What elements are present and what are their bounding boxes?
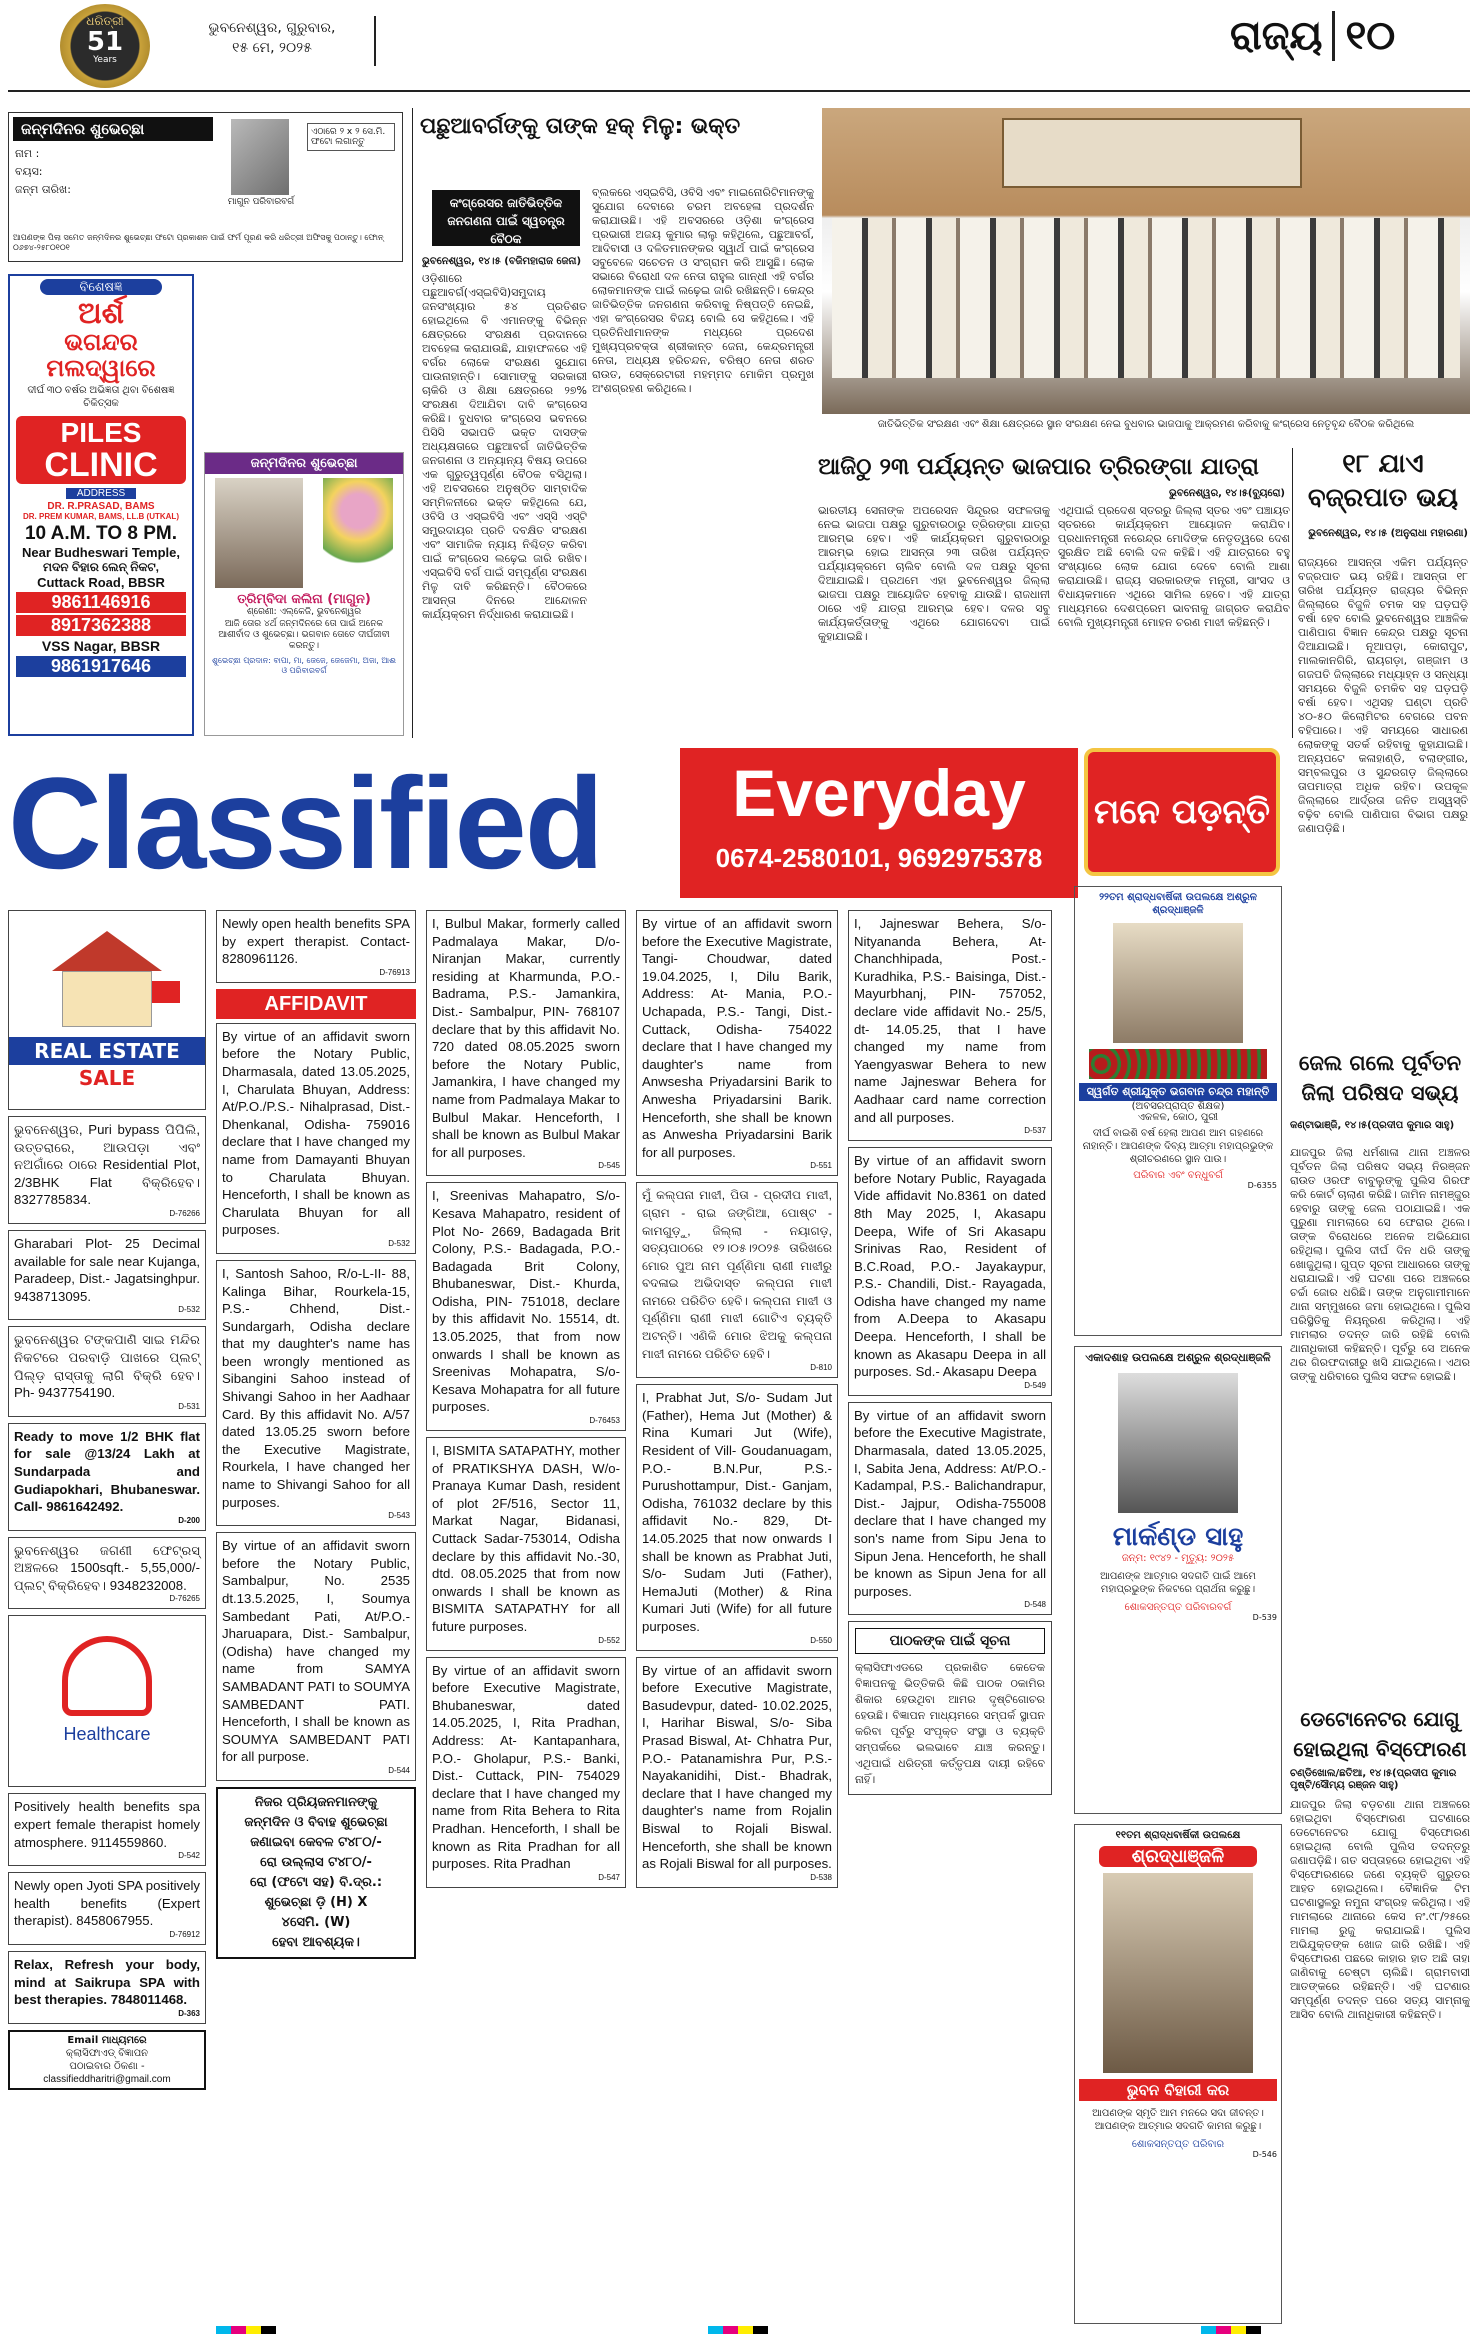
house-icon [32,931,182,1031]
photo-note: ଏଠାରେ ୨ x ୨ ସେ.ମି. ଫଟୋ ଲଗାନ୍ତୁ [307,123,395,151]
birthday-greeting-ad [204,452,404,736]
lead-body-right: ବ୍ଲକରେ ଏସ୍‌ଇବିସି, ଓବିସି ଏବଂ ମାଇନୋରିଟିମାନଙ୍କୁ ସୁଯୋଗ ଦେବାରେ ଚରମ ଅବହେଳା ପ୍ରଦର୍ଶନ କରାଯାଉଛି। ଏହି ଅବସରରେ ଓଡ଼ିଶା କଂଗ୍ରେସ ପ୍ରଭାରୀ ଅଜୟ କୁମାର ଲାଲୁ କହିଥିଲେ, ପଛୁଆବର୍ଗ, ଆଦିବାସୀ ଓ ଦଳିତମାନଙ୍କର ସ୍ୱାର୍ଥ ପାଇଁ କଂଗ୍ରେସ ସବୁବେଳେ ସଚେତନ ଓ ସଂଗ୍ରାମ କରି ଆସୁଛି। ଲୋକ ସଭାରେ ବିରୋଧୀ ଦଳ ନେତା ରାହୁଲ ଗାନ୍ଧୀ ଏହି ବର୍ଗର ଲୋକମାନଙ୍କ ପାଇଁ ଲଢ଼େଇ ଜାରି ରଖିଛନ୍ତି। କେନ୍ଦ୍ର ଜାତିଭିତ୍ତିକ ଜନଗଣନା କରିବାକୁ ନିଷ୍ପତ୍ତି ନେଇଛି, ଏହା କଂଗ୍ରେସର ବିଜୟ ବୋଲି ସେ କହିଥିଲେ। ଏହି ପ୍ରତିନିଧୀମାନଙ୍କ ମଧ୍ୟରେ ପ୍ରଦେଶ ମୁଖ୍ୟପ୍ରବକ୍ତା ଶ୍ରୀକାନ୍ତ ଜେନା, କେନ୍ଦ୍ରମନ୍ତ୍ରୀ ନେତା, ଅଧ୍ୟକ୍ଷ ହରିଚନ୍ଦନ, ବରିଷ୍ଠ ନେତା ଶରତ ରାଉତ, ସେକ୍ରେଟାରୀ ମହମ୍ମଦ ମୋକିମ ପ୍ରମୁଖ ଅଂଶଗ୍ରହଣ କରିଥିଲେ। [592,186,814,395]
section-label [1230,6,1395,66]
dateline [182,18,362,58]
classified-ad: Positively health benefits spa expert female therapist homely atmosphere. 9114559860. D-542 [8,1793,206,1866]
classified-ad: Gharabari Plot- 25 Decimal available for sale near Kujanga, Paradeep, Dist.- Jagatsinghpur. 9438713095. D-532 [8,1230,206,1320]
logo-number: 51 [86,27,124,57]
obit-title: ଶ୍ରଦ୍ଧାଞ୍ଜଳି [1099,1846,1257,1867]
obit-from: ଶୋକସନ୍ତପ୍ତ ପରିବାରବର୍ଗ [1124,1602,1232,1613]
ad-line1: ଅର୍ଶ [78,297,124,330]
obit-top: ଏକାଦଶାହ ଉପଲକ୍ଷେ ଅଶ୍ରୁଳ ଶ୍ରଦ୍ଧାଞ୍ଜଳି [1085,1351,1271,1364]
obit-place: ଏକଳଳ, କୋଠ, ପୁରୀ [1137,1112,1219,1123]
sample-sign: ମାଗୁନ ପରିବାରବର୍ଗ [227,197,295,207]
greeting-from: ଶୁଭେଚ୍ଛା ପ୍ରଦାନ: ବାପା, ମା, ଜେଜେ, ଜେଜେମା, ଅଜା, ଆଈ ଓ ପରିବାରବର୍ଗ [211,656,397,675]
lightning-body: ରାଜ୍ୟରେ ଆସନ୍ତା ଏକିମ ପର୍ଯ୍ୟନ୍ତ ବଜ୍ରପାତ ଭୟ ରହିଛି। ଆସନ୍ତା ୧୮ ତାରିଖ ପର୍ଯ୍ୟନ୍ତ ରାଜ୍ୟର ବିଭିନ୍ନ ଜିଲ୍ଲାରେ ବିଜୁଳି ଚମକ ସହ ଘଡ଼ଘଡ଼ି ବର୍ଷା ହେବ ବୋଲି ଭୁବନେଶ୍ୱର ଆଞ୍ଚଳିକ ପାଣିପାଗ ବିଜ୍ଞାନ କେନ୍ଦ୍ର ପକ୍ଷରୁ ସୂଚନା ଦିଆଯାଇଛି। ନୂଆପଡ଼ା, କୋରାପୁଟ, ମାଲକାନଗିରି, ରାୟଗଡ଼ା, ଗଞ୍ଜାମ ଓ ଗଜପତି ଜିଲ୍ଲାରେ ମଧ୍ୟାହ୍ନ ଓ ସନ୍ଧ୍ୟା ସମୟରେ ବିଜୁଳି ଚମକିବ ସହ ଘଡ଼ଘଡ଼ି ବର୍ଷା ହେବ। ଏଥିସହ ଘଣ୍ଟା ପ୍ରତି ୪୦-୫୦ କିଲୋମିଟର ବେଗରେ ପବନ ବହିପାରେ। ଏହି ସମୟରେ ସାଧାରଣ ଲୋକଙ୍କୁ ସତର୍କ ରହିବାକୁ କୁହାଯାଇଛି। ଅନ୍ୟପଟେ କଳାହାଣ୍ଡି, ବଲାଙ୍ଗୀର, ସମ୍ବଲପୁର ଓ ସୁନ୍ଦରଗଡ଼ ଜିଲ୍ଲାରେ ତାପମାତ୍ରା ଅଧିକ ରହିବ। ଉପକୂଳ ଜିଲ୍ଲାରେ ଆର୍ଦ୍ରତା ଜନିତ ଅସ୍ୱସ୍ତି ବଢ଼ିବ ବୋଲି ପାଣିପାଗ ବିଭାଗ ପକ୍ଷରୁ ଜଣାପଡ଼ିଛି। [1298,556,1468,835]
doctor-1: DR. R.PRASAD, BAMS [47,501,155,512]
logo-years: Years [93,55,117,65]
detonator-body: ଯାଜପୁର ଜିଲା ବଡ଼ଚଣା ଥାନା ଅଞ୍ଚଳରେ ହୋଇଥିବା ବିସ୍ଫୋରଣ ଘଟଣାରେ ଡେଟୋନେଟର ଯୋଗୁ ବିସ୍ଫୋରଣ ହୋଇଥିଲା ବୋଲି ପୁଲିସ ତଦନ୍ତରୁ ଜଣାପଡ଼ିଛି। ଗତ ସପ୍ତାହରେ ହୋଇଥିବା ଏହି ବିସ୍ଫୋରଣରେ ଜଣେ ବ୍ୟକ୍ତି ଗୁରୁତର ଆହତ ହୋଇଥିଲେ। ବୈଜ୍ଞାନିକ ଟିମ ଘଟଣାସ୍ଥଳରୁ ନମୁନା ସଂଗ୍ରହ କରିଥିଲା। ଏହି ମାମଲାରେ ଥାନାରେ କେସ ନଂ.୯୮/୨୫ରେ ମାମଲା ରୁଜୁ କରାଯାଇଛି। ପୁଲିସ ଅଭିଯୁକ୍ତଙ୍କ ଖୋଜ ଜାରି ରଖିଛି। ଏହି ବିସ୍ଫୋରଣ ପଛରେ କାହାର ହାତ ଅଛି ତାହା ଜାଣିବାକୁ ଚେଷ୍ଟା ଚାଲିଛି। ଗ୍ରାମବାସୀ ଆତଙ୍କରେ ରହିଛନ୍ତି। ଏହି ଘଟଣାର ସମ୍ପୂର୍ଣ୍ଣ ତଦନ୍ତ ପରେ ସତ୍ୟ ସାମ୍ନାକୁ ଆସିବ ବୋଲି ଥାନାଧିକାରୀ କହିଛନ୍ତି। [1290,1798,1470,2021]
lead-body-left: ଓଡ଼ିଶାରେ ପଛୁଆବର୍ଗ(ଏସ୍‌ଇବିସି)ସମୁଦାୟ ଜନସଂଖ୍ୟାର ୫୪ ପ୍ରତିଶତ ହୋଇଥିଲେ ବି ଏମାନଙ୍କୁ ବିଭିନ୍ନ କ୍ଷେତ୍ରରେ ସଂରକ୍ଷଣ ପ୍ରଦାନରେ ଅବହେଳା କରାଯାଉଛି, ଯାହାଫଳରେ ଏହି ବର୍ଗର ଲୋକେ ସଂରକ୍ଷଣ ସୁଯୋଗ ପାଉନାହାନ୍ତି। ସୋମାଙ୍କୁ ସରକାରୀ ଚାକିରି ଓ ଶିକ୍ଷା କ୍ଷେତ୍ରରେ ୨୭% ସଂରକ୍ଷଣ ଦିଆଯିବା ଦାବି କଂଗ୍ରେସ କରିଛି। ବୁଧବାର କଂଗ୍ରେସ ଭବନରେ ପିସିସି ସଭାପତି ଭକ୍ତ ଦାସଙ୍କ ଅଧ୍ୟକ୍ଷତାରେ ପଛୁଆବର୍ଗ ଜାତିଭିତ୍ତିକ ଜନଗଣନା ଓ ଅନ୍ୟାନ୍ୟ ବିଷୟ ଉପରେ ଏକ ଗୁରୁତ୍ୱପୂର୍ଣ୍ଣ ବୈଠକ ବସିଥିଲା। ଏହି ଅବସରରେ ଅନୁଷ୍ଠିତ ସାମ୍ବାଦିକ ସମ୍ମିଳନୀରେ ଭକ୍ତ କହିଥିଲେ ଯେ, ଓବିସି ଓ ଏସ୍‌ଇବିସି ଏବଂ ଏସ୍‌ସି ଏସ୍‌ଟି ସମ୍ପ୍ରଦାୟର ପ୍ରତି ଦବକ୍ଷିତ ସଂରକ୍ଷଣ ଏବଂ ସାମାଜିକ ନ୍ୟାୟ ନିଶ୍ଚିତ୍ତ କରିବା ପାଇଁ କଂଗ୍ରେସ ଲଢ଼େଇ ଜାରି ରଖିବ। ଏସ୍‌ଇବିସି ବର୍ଗ ପାଇଁ ସମ୍ପୂର୍ଣ୍ଣ ସଂରକ୍ଷଣ ମିଳୁ ଦାବି କରିଛନ୍ତି। ବୈଠକରେ ଆସନ୍ତା ଦିନରେ ଆନ୍ଦୋଳନ କାର୍ଯ୍ୟକ୍ରମ ନିର୍ଦ୍ଧାରଣ କରାଯାଇଛି। [422,272,587,621]
obituary-1 [1074,886,1282,1336]
classified-ad: I, Santosh Sahoo, R/o-L-II- 88, Kalinga Bihar, Rourkela-15, P.S.- Chhend, Dist.- Sundargarh, Odisha declare that my daughter's name has been wrongly mentioned as Sibangini Sahoo instead of Shivangi Sahoo in her Aadhaar Card. By this affidavit No. A/57 dated 13.05.25 sworn before the Executive Magistrate, Rourkela, I have changed her name to Shivangi Sahoo for all purposes. D-543 [216,1260,416,1526]
everyday-box [680,748,1078,898]
reader-notice [848,1621,1052,1795]
lead-headline: ପଛୁଆବର୍ଗଙ୍କୁ ତାଙ୍କ ହକ୍ ମିଳୁ: ଭକ୍ତ [420,114,741,139]
affidavit-header: AFFIDAVIT [216,989,416,1019]
ad-line2: ଭଗନ୍ଦର [64,329,138,356]
mone-padanti-banner [1084,748,1280,876]
birthday-form [8,112,403,262]
divider [374,16,376,66]
obituary-2 [1074,1346,1282,1814]
lightning-headline-1: ୧୮ ଯାଏ [1342,449,1424,479]
tiranga-dateline: ଭୁବନେଶ୍ୱର, ୧୪।୫(ବ୍ୟୁରୋ) [1169,488,1285,499]
child-name: ତ୍ରିମ୍ବିଦା କଲିନା (ମାଗୁନ) [237,592,371,607]
piles-banner [16,416,186,484]
flower-bouquet-icon [323,478,393,588]
obit-name: ମାର୍କଣ୍ଡ ସାହୁ [1112,1522,1244,1552]
ad-tag: ବିଶେଷଜ୍ଞ [40,279,162,295]
roses-icon [1089,1049,1267,1079]
real-estate-title: REAL ESTATE [9,1037,205,1065]
classified-ad: ଭୁବନେଶ୍ୱର, Puri bypass ପିପିଲି, ଉତ୍ତରାରେ, ଆଉପଡ଼ା ଏବଂ ନଅଗାଁରେ ଠାରେ Residential Plot, 2/3BHK Flat ବିକ୍ରିହେବ। 8327785834. D-76266 [8,1116,206,1224]
phone-1: 9861146916 [16,592,186,613]
column-rule [1292,448,1293,738]
classified-ad: I, Sreenivas Mahapatro, S/o- Kesava Mahapatro, resident of Plot No- 2669, Badagada Brit Colony, P.S.- Badagada, P.O.- Badagada Brit Colony, Bhubaneswar, Dist.- Khurda, Odisha, PIN- 751018, declare by this affidavit No. 15514, dt. 13.05.2025, that from now onwards I shall be known as Sreenivas Mohapatra, S/o- Kesava Mohapatra for all future purposes. D-76453 [426,1182,626,1431]
tiranga-headline: ଆଜିଠୁ ୨୩ ପର୍ଯ୍ୟନ୍ତ ଭାଜପାର ତ୍ରିରଙ୍ଗା ଯାତ୍ରା [818,454,1259,480]
obit-code: D-546 [1252,2150,1277,2159]
classified-col-1 [8,910,206,2090]
obit-from: ପରିବାର ଏବଂ ବନ୍ଧୁବର୍ଗ [1133,1170,1223,1181]
notice-title: ପାଠକଙ୍କ ପାଇଁ ସୂଚନା [855,1628,1045,1654]
banner-board [1002,118,1302,188]
lead-photo-caption: ଜାତିଭିତ୍ତିକ ସଂରକ୍ଷଣ ଏବଂ ଶିକ୍ଷା କ୍ଷେତ୍ରରେ ସ୍ଥାନ ସଂରକ୍ଷଣ ନେଇ ବୁଧବାର ଭାଜପାକୁ ଆକ୍ରମଣ କରିବାକୁ କଂଗ୍ରେସ ନେତୃବୃନ୍ଦ ବୈଠକ କରିଥିଲେ [877,419,1415,430]
obit-role: (ଅବସରପ୍ରାପ୍ତ ଶିକ୍ଷକ) [1131,1101,1225,1112]
masthead [0,0,1477,95]
classified-col-5 [848,910,1052,1795]
classified-ad: Relax, Refresh your body, mind at Saikrupa SPA with best therapies. 7848011468. D-363 [8,1951,206,2024]
logo-top: ଧରିତ୍ରୀ [86,14,124,28]
phone-2: 8917362388 [16,615,186,636]
issue-date: ୧୫ ମେ, ୨୦୨୫ [232,40,312,56]
lead-kicker [432,190,580,246]
classified-ad: By virtue of an affidavit sworn before Executive Magistrate, Basudevpur, dated- 10.02.2025, I, Harihar Biswal, S/o- Siba Prasad Biswal, At- Chhatra Pur, P.O.- Patanamishra Pur, P.S.- Nayakanidihi, Dist.- Bhadrak, declare that I have changed my daughter's name from Rojalin Biswal to Rojali Biswal. Henceforth, she shall be known as Rojali Biswal for all purposes. D-538 [636,1657,838,1888]
real-estate-sale: SALE [78,1066,136,1090]
address-label: ADDRESS [66,488,136,499]
page-number: ୧୦ [1345,13,1396,59]
classified-ad: I, BISMITA SATAPATHY, mother of PRATIKSHYA DASH, W/o- Pranaya Kumar Dash, resident of plot 2F/516, Sector 11, Markat Nagar, Bidanasi, Cuttack Sadar-753014, Odisha declare by this affidavit No.-30, dtd. 08.05.2025 that from now onwards I shall be known as BISMITA SATAPATHY for all future purposes. D-552 [426,1437,626,1651]
place-day: ଭୁବନେଶ୍ୱର, ଗୁରୁବାର, [208,20,336,36]
child-sub: ଶ୍ରେଣୀ: ଏଲ୍‌କେଜି, ଭୁବନେଶ୍ୱର [246,607,362,617]
detonator-headline: ଡେଟୋନେଟର ଯୋଗୁ ହୋଇଥିଲା ବିସ୍ଫୋରଣ [1293,1707,1467,1761]
jail-dateline: କଣ୍ଟାଭାଞ୍ଜି, ୧୪।୫(ପ୍ରଦୀପ କୁମାର ସାହୁ) [1290,1120,1455,1131]
healthcare-box [8,1615,206,1787]
address-4: VSS Nagar, BBSR [41,638,161,654]
obit-code: D-6355 [1247,1181,1277,1190]
ad-experience: ଦୀର୍ଘ ୩୦ ବର୍ଷର ଅଭିଜ୍ଞତା ଥିବା ବିଶେଷଜ୍ଞ ଚିକିତ୍ସକ [27,385,175,409]
classified-ad: By virtue of an affidavit sworn before the Notary Public, Sambalpur, No. 2535 dt.13.5.2025, I, Soumya Sambedant Pati, At/P.O.- Jharuapara, Dist.- Sambalpur, (Odisha) have changed my name from SAMYA SAMBADANT PATI to SOUMYA SAMBEDANT PATI. Henceforth, I shall be known as SOUMYA SAMBEDANT PATI for all purpose. D-544 [216,1532,416,1781]
section-name: ରାଜ୍ୟ [1230,13,1323,59]
classified-ad: ମୁଁ କଲ୍ପନା ମାଝୀ, ପିତା - ପ୍ରଦୀପ ମାଝୀ, ଗ୍ରାମ - ରାଇ ଜଙ୍ଗିଆ, ପୋଷ୍ଟ - କାମଗୁଡ଼ୁ, ଜିଲ୍ଲା - ନୟାଗଡ଼, ସତ୍ୟପାଠରେ ୧୨।୦୫।୨୦୨୫ ତାରିଖରେ ମୋର ପୁଅ ନାମ ପୂର୍ଣ୍ଣିମା ରାଣୀ ମାଝୀରୁ ବଦଳାଇ ଅଭିଦାସ୍ତ କଲ୍ପନା ମାଝୀ ନାମରେ ପରିଚିତ ହେବି। କଲ୍ପନା ମାଝୀ ଓ ପୂର୍ଣ୍ଣିମା ରାଣୀ ମାଝୀ ଗୋଟିଏ ବ୍ୟକ୍ତି ଅଟନ୍ତି। ଏଣିକି ମୋର ଝିଅକୁ କଲ୍ପନା ମାଝୀ ନାମରେ ପରିଚିତ ହେବି। D-810 [636,1182,838,1378]
email-box: Email ମାଧ୍ୟମରେ କ୍ଲାସିଫାଏଡ୍ ବିଜ୍ଞାପନ ପଠାଇବାର ଠିକଣା - classifieddharitri@gmail.com [8,2030,206,2090]
form-note: ଆପଣଙ୍କ ପିଲା ସମେତ ଜନ୍ମଦିନର ଶୁଭେଚ୍ଛା ଫଟୋ ପ୍ରକାଶନ ପାଇଁ ଫର୍ମ ପୂରଣ କରି ଧରିତ୍ରୀ ଅଫିସକୁ ପଠାନ୍ତୁ। ଫୋନ୍ ୦୬୭୪-୨୫୮୦୧୦୧ [13,233,384,252]
obit-text: ଆପଣଙ୍କ ସ୍ମୃତି ଆମ ମନରେ ସଦା ଜୀବନ୍ତ। ଆପଣଙ୍କ ଆତ୍ମାର ସଦଗତି କାମନା କରୁଛୁ। [1092,2108,1264,2132]
classified-ad: I, Prabhat Jut, S/o- Sudam Jut (Father), Hema Jut (Mother) & Rina Kumari Jut (Wife), Resident of Vill- Goudanuagam, P.O.- B.N.Pur, P.S.- Purushottampur, Dist.- Ganjam, Odisha, 761032 declare by this affidavit No.- 829, Dt-14.05.2025 that now onwards I shall be known as Prabhat Juti, S/o- Sudam Juti (Father), HemaJuti (Mother) & Rina Kumari Juti (Wife) for all future purposes. D-550 [636,1384,838,1650]
address-1: Near Budheswari Temple, [22,545,180,560]
clinic-hours: 10 A.M. TO 8 PM. [24,523,178,544]
obit-top: ୨୨ତମ ଶ୍ରାଦ୍ଧବାର୍ଷିକୀ ଉପଲକ୍ଷେ ଅଶ୍ରୁଳ ଶ୍ରଦ୍ଧାଞ୍ଜଳି [1099,892,1257,916]
classified-ad: Ready to move 1/2 BHK flat for sale @13/24 Lakh at Sundarpada and Gudiapokhari, Bhubaneswar. Call- 9861642492. D-200 [8,1423,206,1531]
classified-ad: Newly open Jyoti SPA positively health benefits (Expert therapist). 8458067955. D-76912 [8,1872,206,1945]
classified-ad: By virtue of an affidavit sworn before the Executive Magistrate, Tangi- Choudwar, dated 19.04.2025, I, Dilu Barik, Address: At- Mania, P.O.-Uchapada, P.S.- Tangi, Dist.-Cuttack, Odisha- 754022 declare that I have changed my daughter's name from Anwsesha Priyadarsini Barik to Anwesha Priyadarsini Barik. Henceforth, she shall be known as Anwesha Priyadarsini Barik for all purposes. D-551 [636,910,838,1176]
portrait-photo [1118,1373,1238,1513]
portrait-photo [1113,923,1243,1043]
obit-name: ସ୍ୱର୍ଗତ ଶ୍ରୀଯୁକ୍ତ ଭଗବାନ ଚନ୍ଦ୍ର ମହାନ୍ତି [1079,1083,1277,1101]
mone-title: ମନେ ପଡ଼ନ୍ତି [1093,792,1271,832]
address-2: ମଦନ ବିହାର ଲେନ୍ ନିକଟ, [42,560,160,574]
congress-meeting-photo [822,108,1470,414]
classified-ad: By virtue of an affidavit sworn before Notary Public, Rayagada Vide affidavit No.8361 on dated 8th May 2025, I, Akasapu Deepa, Wife of Sri Akasapu Srinivas Rao, Resident of B.C.Road, P.O.- Jayakaypur, P.S.- Chandili, Dist.- Rayagada, Odisha have changed my name from A.Deepa to Akasapu Deepa. Henceforth, I shall be known as Akasapu Deepa in all purposes. Sd.- Akasapu Deepa D-549 [848,1147,1052,1396]
obit-text: ଦୀର୍ଘ ବାଇଶି ବର୍ଷ ହେଲା ଆପଣ ଆମ ଗହଣରେ ନାହାନ୍ତି। ଆପଣଙ୍କ ଦିବ୍ୟ ଆତ୍ମା ମହାପ୍ରଭୁଙ୍କ ଶ୍ରୀଚରଣରେ ସ୍ଥାନ ପାଉ। [1082,1128,1274,1165]
lightning-dateline: ଭୁବନେଶ୍ୱର, ୧୪।୫ (ଅନୁରାଧା ମହାରଣା) [1308,528,1468,539]
everyday-word: Everyday [732,756,1026,830]
email-address[interactable]: classifieddharitri@gmail.com [43,2073,171,2085]
classified-ad: ଭୁବନେଶ୍ୱର ଟଙ୍କପାଣି ସାଇ ମନ୍ଦିର ନିକଟରେ ପରବାଡ଼ି ପାଖରେ ପ୍ଲଟ୍ ପିଲ୍ଡ଼ ରାସ୍ତାକୁ ଲାଗି ବିକ୍ରି ହେବ। Ph- 9437754190. D-531 [8,1326,206,1416]
jail-body: ଯାଜପୁର ଜିଲା ଧର୍ମଶାଳା ଥାନା ଅଞ୍ଚଳର ପୂର୍ବତନ ଜିଲା ପରିଷଦ ସଭ୍ୟ ନିରଞ୍ଜନ ରାଉତ ଓରଫ ବାବୁଲୁଙ୍କୁ ପୁଲିସ ଗିରଫ କରି କୋର୍ଟ ଚାଲାଣ କରିଛି। ଜାମିନ ନାମଞ୍ଜୁର ହେବାରୁ ତାଙ୍କୁ ଜେଲ ପଠାଯାଇଛି। ଏକ ପୁରୁଣା ମାମଲାରେ ସେ ଫେରାର ଥିଲେ। ତାଙ୍କ ବିରୋଧରେ ଅନେକ ଅଭିଯୋଗ ରହିଥିଲା। ପୁଲିସ ଦୀର୍ଘ ଦିନ ଧରି ତାଙ୍କୁ ଖୋଜୁଥିଲା। ଗୁପ୍ତ ସୂଚନା ଆଧାରରେ ତାଙ୍କୁ ଧରାଯାଇଛି। ଏହି ଘଟଣା ପରେ ଅଞ୍ଚଳରେ ଚର୍ଚ୍ଚା ଜୋର ଧରିଛି। ତାଙ୍କ ଅନୁଗାମୀମାନେ ଥାନା ସମ୍ମୁଖରେ ଜମା ହୋଇଥିଲେ। ପୁଲିସ ପରିସ୍ଥିତିକୁ ନିୟନ୍ତ୍ରଣ କରିଥିଲା। ଏହି ମାମଲାର ତଦନ୍ତ ଜାରି ରହିଛି ବୋଲି ଥାନାଧିକାରୀ କହିଛନ୍ତି। ପୂର୍ବରୁ ସେ ଅନେକ ଥର ଗିରଫଦାରୀରୁ ଖସି ଯାଇଥିଲେ। ଏଥର ତାଙ୍କୁ ଧରିବାରେ ପୁଲିସ ସଫଳ ହୋଇଛି। [1290,1146,1470,1383]
form-title: ଜନ୍ମଦିନର ଶୁଭେଚ୍ଛା [13,117,213,141]
healthcare-label: Healthcare [63,1724,151,1745]
piles-word: PILES [60,417,142,448]
classified-ad: By virtue of an affidavit sworn before Executive Magistrate, Bhubaneswar, dated 14.05.2025, I, Rita Pradhan, Address: At- Kantapanhara, P.O.- Gholapur, P.S.- Banki, Dist.- Cuttack, PIN- 754029 declare that I have changed my name from Rita Behera to Rita Pradhan. Henceforth, I shall be known as Rita Pradhan for all purposes. Rita Pradhan D-547 [426,1657,626,1888]
form-age: ବୟସ: [15,165,43,178]
sample-photo [231,119,289,195]
matrimonial-notice: ନିଜର ପ୍ରିୟଜନମାନଙ୍କୁ ଜନ୍ମଦିନ ଓ ବିବାହ ଶୁଭେଚ୍ଛା ଜଣାଇବା କେବଳ ଟ୪୮୦/- ରୋ ଉଲ୍ଲାସ ଟ୪୮୦/- ରୋ (ଫଟୋ ସହ) ବି.ଦ୍ର.: ଶୁଭେଚ୍ଛା ଡ଼ି (H) X ୪ସେମି. (W) ହେବା ଆବଶ୍ୟକ। [216,1787,416,1959]
classified-ad: ଭୁବନେଶ୍ୱର ଜଗଣୀ ଫେଟ୍ରସ୍ ଅଞ୍ଚଳରେ 1500sqft.- 5,55,000/- ପ୍ଲଟ୍ ବିକ୍ରିହେବ। 9348232008. D-76265 [8,1537,206,1610]
notice-text: କ୍ଲାସିଫାଏଡରେ ପ୍ରକାଶିତ କେତେକ ବିଜ୍ଞାପନକୁ ଭିତ୍ତିକରି କିଛି ପାଠକ ଠକାମିର ଶିକାର ହେଉଥିବା ଆମର ଦୃଷ୍ଟିଗୋଚର ହେଉଛି। ବିଜ୍ଞାପନ ମାଧ୍ୟମରେ ସମ୍ପର୍କ ସ୍ଥାପନ କରିବା ପୂର୍ବରୁ ସଂପୃକ୍ତ ସଂସ୍ଥା ଓ ବ୍ୟକ୍ତି ସମ୍ପର୍କରେ ଭଲଭାବେ ଯାଞ୍ଚ କରନ୍ତୁ। ଏଥିପାଇଁ ଧରିତ୍ରୀ କର୍ତ୍ତୃପକ୍ଷ ଦାୟୀ ରହିବେ ନାହିଁ। [855,1661,1045,1787]
clinic-word: CLINIC [44,446,158,484]
obit-top: ୧୧ତମ ଶ୍ରାଦ୍ଧବାର୍ଷିକୀ ଉପଲକ୍ଷେ [1115,1830,1241,1841]
classified-ad: Newly open health benefits SPA by expert therapist. Contact- 8280961126. D-76913 [216,910,416,983]
classified-col-2 [216,910,416,1959]
ad-line3: ମଲଦ୍ୱାରେ [46,355,156,382]
header-rule [8,90,1470,92]
real-estate-box [8,910,206,1110]
form-date: ଜନ୍ମ ତାରିଖ: [15,183,71,196]
obit-from: ଶୋକସନ୍ତପ୍ତ ପରିବାର [1131,2139,1225,2150]
classified-banner [8,748,1078,898]
obituary-3 [1074,1824,1282,2324]
divider [1332,11,1335,61]
obit-code: D-539 [1252,1613,1277,1622]
classified-ad: I, Bulbul Makar, formerly called Padmalaya Makar, D/o- Niranjan Makar, currently residing at Kharmunda, P.O.- Badrama, P.S.- Jamankira, Dist.- Sambalpur, PIN- 768107 declare that by this affidavit No. 720 dated 08.05.2025 sworn before the Notary Public, Jamankira, I have changed my name from Padmalaya Makar to Bulbul Makar. Henceforth, I shall be known as Bulbul Makar for all purposes. D-545 [426,910,626,1176]
obit-dates: ଜନ୍ମ: ୧୯୪୨ - ମୃତ୍ୟୁ: ୨୦୨୫ [1121,1553,1235,1564]
greeting-text: ଆଜି ତୋର ୪ର୍ଥ ଜନ୍ମଦିନରେ ତୋ ପାଇଁ ଅନେକ ଆଶୀର୍ବାଦ ଓ ଶୁଭେଚ୍ଛା। ଭଗବାନ ତୋତେ ଦୀର୍ଘଜୀବୀ କରନ୍ତୁ। [218,619,390,651]
classified-col-4 [636,910,838,1894]
column-rule [412,108,413,738]
portrait-photo [1103,1873,1253,2073]
doctor-2: DR. PREM KUMAR, BAMS, LL.B (UTKAL) [23,512,179,521]
classified-ad: I, Jajneswar Behera, S/o- Nityananda Behera, At- Chanchhipada, Post.- Kuradhika, P.S.- Baisinga, Dist.- Mayurbhanj, PIN- 757052, declare vide affidavit No.- 25/5, dt- 14.05.25, that I have changed my name from Yaengyaswar Behera to new name Jajneswar Behera for Aadhaar card name correction and all purposes. D-537 [848,910,1052,1141]
obit-name: ଭୁବନ ବିହାରୀ କର [1079,2079,1277,2101]
lead-dateline: ଭୁବନେଶ୍ୱର, ୧୪।୫ (ବଜିମହାରାଜ ଜେନା) [422,256,582,267]
lightning-headline-2: ବଜ୍ରପାତ ଭୟ [1307,483,1459,513]
address-3: Cuttack Road, BBSR [37,575,165,590]
print-registration-marks [0,2326,1477,2338]
group-people-image [832,218,1460,378]
child-photo [215,478,303,588]
classified-phones: 0674-2580101, 9692975378 [715,843,1043,873]
piles-clinic-ad [8,274,194,736]
detonator-dateline: ଚଣ୍ଡିଖୋଲ/ଛତିଆ, ୧୪।୫(ପ୍ରଦୀପ କୁମାର ପୃଷ୍ଟି/ସୌମ୍ୟ ରଞ୍ଜନ ସାହୁ) [1290,1768,1457,1791]
kicker-text: କଂଗ୍ରେସର ଜାତିଭିତ୍ତିକ ଜନଗଣନା ପାଇଁ ସ୍ୱତନ୍ତ୍ର ବୈଠକ [447,196,565,246]
heart-pulse-icon [62,1636,152,1716]
form-name: ନାମ : [15,147,40,160]
obit-text: ଆପଣଙ୍କ ଆତ୍ମାର ସଦଗତି ପାଇଁ ଆମେ ମହାପ୍ରଭୁଙ୍କ ନିକଟରେ ପ୍ରାର୍ଥନା କରୁଛୁ। [1100,1571,1256,1595]
jail-headline: ଜେଲ ଗଲେ ପୂର୍ବତନ ଜିଲା ପରିଷଦ ସଭ୍ୟ [1298,1051,1462,1105]
classified-ad: By virtue of an affidavit sworn before the Notary Public, Dharmasala, dated 13.05.2025, I, Charulata Bhuyan, Address: At/P.O./P.S.- Nihalprasad, Dist.- Dhenkanal, Odisha- 759016 declare that I have changed my name from Damayanti Bhuyan to Charulata Bhuyan. Henceforth, I shall be known as Charulata Bhuyan for all purposes. D-532 [216,1023,416,1254]
dharitri-51-years-logo [60,4,150,88]
classified-col-3 [426,910,626,1894]
greeting-title: ଜନ୍ମଦିନର ଶୁଭେଚ୍ଛା [205,453,403,474]
classified-word: Classified [8,750,603,896]
phone-3: 9861917646 [16,656,186,677]
tiranga-body-left: ଭାରତୀୟ ସେନାଙ୍କ ଅପରେସନ ସିନ୍ଦୂରର ସଫଳତାକୁ ନେଇ ଭାଜପା ପକ୍ଷରୁ ଗୁରୁବାରଠାରୁ ତ୍ରିରଙ୍ଗା ଯାତ୍ରା ଆରମ୍ଭ ହେବ। ଏହି କାର୍ଯ୍ୟକ୍ରମ ଗୁରୁବାରଠାରୁ ଆରମ୍ଭ ହୋଇ ଆସନ୍ତା ୨୩ ତାରିଖ ପର୍ଯ୍ୟନ୍ତ ପର୍ଯ୍ୟାୟକ୍ରମେ ଚାଲିବ ବୋଲି ଦଳ ପକ୍ଷରୁ ସୂଚନା ଦିଆଯାଇଛି। ପ୍ରଥମେ ଏହା ଭୁବନେଶ୍ୱର ଜିଲ୍ଲା ଭାଜପା ପକ୍ଷରୁ ଆୟୋଜିତ ହେବାକୁ ଯାଉଛି। ରାଜଧାନୀ ଠାରେ ଏହି ଯାତ୍ରା ଆରମ୍ଭ ହେବ। ଦଳର ସବୁ କାର୍ଯ୍ୟକର୍ତ୍ତାଙ୍କୁ ଏଥିରେ ଯୋଗଦେବା ପାଇଁ କୁହାଯାଇଛି। [818,504,1050,643]
classified-ad: By virtue of an affidavit sworn before the Executive Magistrate, Dharmasala, dated 13.05.2025, I, Sabita Jena, Address: At/P.O.-Kadampal, P.S.- Balichandrapur, Dist.- Jajpur, Odisha-755008 declare that I have changed my son's name from Sipu Jena to Sipun Jena. Henceforth, he shall be known as Sipun Jena for all purposes. D-548 [848,1402,1052,1616]
tiranga-body-right: ଏଥିପାଇଁ ପ୍ରଦେଶ ସ୍ତରରୁ ଜିଲ୍ଲା ସ୍ତର ଏବଂ ପଞ୍ଚାୟତ ସ୍ତରରେ କାର୍ଯ୍ୟକ୍ରମ ଆୟୋଜନ କରାଯିବ। ପ୍ରଧାନମନ୍ତ୍ରୀ ନରେନ୍ଦ୍ର ମୋଦିଙ୍କ ନେତୃତ୍ୱରେ ଦେଶ ସୁରକ୍ଷିତ ଅଛି ବୋଲି ଦଳ କହିଛି। ଏହି ଯାତ୍ରାରେ ବହୁ ସଂଖ୍ୟାରେ ଲୋକ ଯୋଗ ଦେବେ ବୋଲି ଆଶା କରାଯାଉଛି। ରାଜ୍ୟ ସରକାରଙ୍କ ମନ୍ତ୍ରୀ, ସାଂସଦ ଓ ବିଧାୟକମାନେ ଏଥିରେ ସାମିଲ ହେବେ। ଏହି ଯାତ୍ରା ମାଧ୍ୟମରେ ଦେଶପ୍ରେମ ଭାବନାକୁ ଜାଗ୍ରତ କରାଯିବ ବୋଲି ମୁଖ୍ୟମନ୍ତ୍ରୀ ମୋହନ ଚରଣ ମାଝୀ କହିଛନ୍ତି। [1058,504,1290,629]
